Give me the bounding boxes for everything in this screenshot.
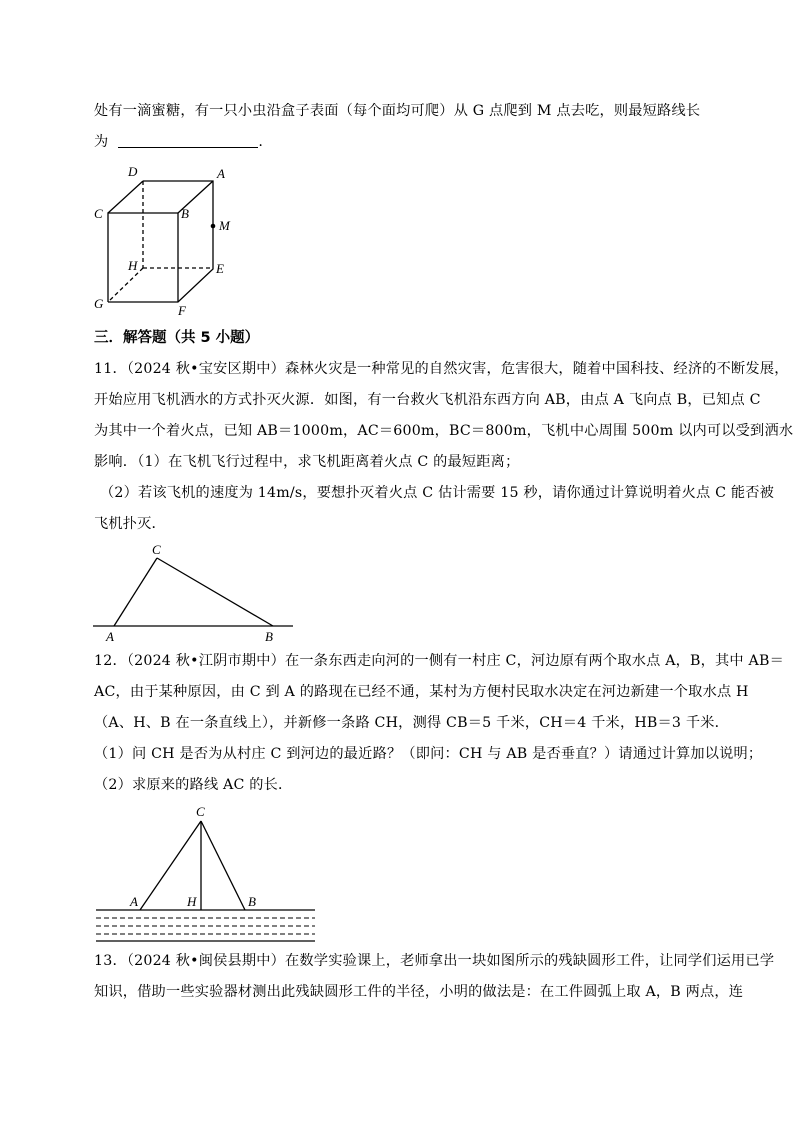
q11-triangle-figure <box>90 540 300 645</box>
q12-river-figure <box>90 800 325 945</box>
cube-label-B: B <box>181 206 189 221</box>
q12-label-C: C <box>196 804 205 819</box>
cube-label-M: M <box>219 218 230 233</box>
cube-label-G: G <box>94 296 104 311</box>
cube-label-A: A <box>217 166 225 181</box>
point-M-dot <box>211 224 216 229</box>
q11-line: 11．（2024 秋•宝安区期中）森林火灾是一种常见的自然灾害，危害很大，随着中国科技、经济的不断发展， <box>94 361 789 377</box>
q12-line: AC，由于某种原因，由 C 到 A 的路现在已经不通，某村为方便村民取水决定在河边新建一个取水点 H <box>94 684 749 700</box>
q12-label-B: B <box>248 894 256 909</box>
question-12-text <box>94 646 784 801</box>
q12-line: （2）求原来的路线 AC 的长． <box>94 777 293 793</box>
q11-line: 开始应用飞机洒水的方式扑灭火源．如图，有一台救火飞机沿东西方向 AB，由点 A 飞向点 B，已知点 C <box>94 392 761 408</box>
cube-label-E: E <box>216 261 224 276</box>
cube-label-D: D <box>128 164 138 179</box>
q11-label-B: B <box>265 629 273 644</box>
q13-line: 知识，借助一些实验器材测出此残缺圆形工件的半径，小明的做法是：在工件圆弧上取 A，B 两点，连 <box>94 984 744 1000</box>
q11-label-A: A <box>106 629 114 644</box>
q13-line: 13．（2024 秋•闽侯县期中）在数学实验课上，老师拿出一块如图所示的残缺圆形工件，让同学们运用已学 <box>94 953 775 969</box>
segment-CB <box>157 558 273 626</box>
cube-label-F: F <box>178 303 186 318</box>
cube-hidden-edge-HG <box>108 268 143 302</box>
q11-line: 为其中一个着火点，已知 AB＝1000m，AC＝600m，BC＝800m，飞机中心周围 500m 以内可以受到洒水 <box>94 423 794 439</box>
q12-line: （1）问 CH 是否为从村庄 C 到河边的最近路？（即问：CH 与 AB 是否垂直？）请通过计算加以说明； <box>94 746 763 762</box>
cube-figure <box>80 160 260 320</box>
q10-line-1: 处有一滴蜜糖，有一只小虫沿盒子表面（每个面均可爬）从 G 点爬到 M 点去吃，则最短路线长 <box>94 103 701 119</box>
question-10-text <box>94 96 722 158</box>
segment-AC <box>114 558 157 626</box>
section-title: 三．解答题（共 5 小题） <box>94 330 260 346</box>
q10-line-2: 为 . <box>94 127 722 158</box>
q12-line: 12．（2024 秋•江阴市期中）在一条东西走向河的一侧有一村庄 C，河边原有两个取水点 A，B，其中 AB＝ <box>94 653 784 669</box>
cube-label-H: H <box>128 258 138 273</box>
cube-label-C: C <box>94 206 103 221</box>
q12-label-A: A <box>130 894 138 909</box>
question-13-text <box>94 946 775 1008</box>
q11-line: （2）若该飞机的速度为 14m/s，要想扑灭着火点 C 估计需要 15 秒，请你通过计算说明着火点 C 能否被 <box>100 485 775 501</box>
q12-line: （A、H、B 在一条直线上），并新修一条路 CH，测得 CB＝5 千米，CH＝4 千米，HB＝3 千米． <box>94 715 730 731</box>
q11-label-C: C <box>152 542 161 557</box>
q12-label-H: H <box>187 894 197 909</box>
segment-CB <box>201 821 245 910</box>
cube-edge-CD <box>108 181 143 213</box>
q11-line: 飞机扑灭． <box>94 516 166 532</box>
answer-blank[interactable] <box>118 129 258 148</box>
q11-line: 影响．（1）在飞机飞行过程中，求飞机距离着火点 C 的最短距离； <box>94 454 520 470</box>
question-11-text <box>94 354 794 540</box>
